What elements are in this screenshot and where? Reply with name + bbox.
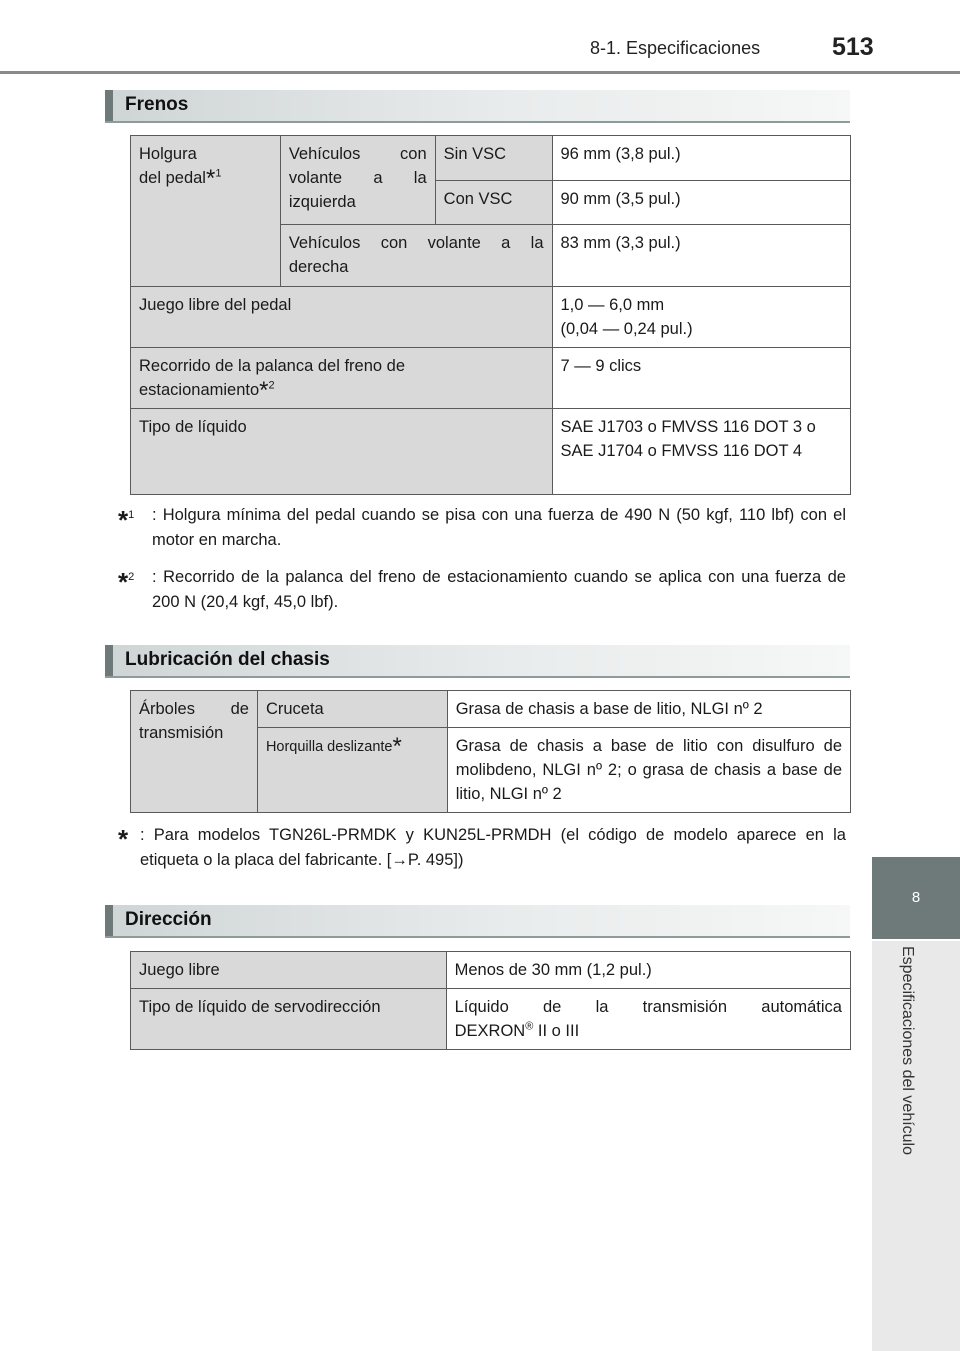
recorrido-cell: Recorrido de la palanca del freno de estacionamiento*$^2$ (131, 348, 553, 409)
liquido-cell: Tipo de líquido (131, 409, 553, 495)
sin-vsc-cell: Sin VSC (435, 136, 552, 181)
page-number: 513 (832, 33, 874, 61)
chapter-number: 8 (911, 889, 921, 906)
chapter-tab (872, 857, 960, 939)
sin-vsc-value: 96 mm (3,8 pul.) (552, 136, 851, 181)
header-rule (0, 71, 960, 74)
lubricacion-table (130, 690, 851, 813)
section-heading: 8-1. Especificaciones (590, 38, 761, 58)
section-title: Frenos (125, 94, 189, 115)
chapter-band (872, 941, 960, 1351)
frenos-table (130, 135, 851, 495)
footnote-2: *$^2$ : Recorrido de la palanca del freno de estacionamiento cuando se aplica con una fuerza de 200 N (20,4 kgf, 45,0 lbf). (118, 566, 846, 611)
derecha-cell: Vehículos con volante a la derecha (280, 225, 552, 287)
juego-libre-direccion-cell: Juego libre (131, 952, 447, 989)
horquilla-value: Grasa de chasis a base de litio con disulfuro de molibdeno, NLGI nº 2; o grasa de chasis a base de litio, NLGI nº 2 (447, 728, 850, 813)
direccion-table (130, 951, 851, 1050)
section-title: Lubricación del chasis (125, 649, 330, 670)
liquido-value: SAE J1703 o FMVSS 116 DOT 3 o SAE J1704 o FMVSS 116 DOT 4 (552, 409, 851, 495)
con-vsc-value: 90 mm (3,5 pul.) (552, 181, 851, 225)
section-bar-lubricacion (105, 645, 850, 678)
footnote-1: *$^1$ : Holgura mínima del pedal cuando se pisa con una fuerza de 490 N (50 kgf, 110 lbf) con el motor en marcha. (118, 504, 846, 549)
chapter-label: Especificaciones del vehículo (899, 946, 916, 1156)
juego-libre-value: 1,0 — 6,0 mm (0,04 — 0,24 pul.) (552, 287, 851, 348)
servodireccion-value: Líquido de la transmisión automática DEXRON® II o III (446, 989, 850, 1050)
con-vsc-cell: Con VSC (435, 181, 552, 225)
juego-libre-direccion-value: Menos de 30 mm (1,2 pul.) (446, 952, 850, 989)
section-bar-frenos (105, 90, 850, 123)
cruceta-cell: Cruceta (257, 691, 447, 728)
cruceta-value: Grasa de chasis a base de litio, NLGI nº 2 (447, 691, 850, 728)
section-title: Dirección (125, 909, 212, 930)
footnote-lubricacion: * : Para modelos TGN26L-PRMDK y KUN25L-PRMDH (el código de modelo aparece en la etiqueta o la placa del fabricante. [→P. 495]) (118, 824, 846, 869)
derecha-value: 83 mm (3,3 pul.) (552, 225, 851, 287)
holgura-cell: Holgura del pedal*$^1$ (131, 136, 281, 287)
juego-libre-cell: Juego libre del pedal (131, 287, 553, 348)
servodireccion-cell: Tipo de líquido de servodirección (131, 989, 447, 1050)
arboles-cell: Árboles de transmisión (131, 691, 258, 813)
section-bar-direccion (105, 905, 850, 938)
horquilla-cell: Horquilla deslizante* (257, 728, 447, 813)
recorrido-value: 7 — 9 clics (552, 348, 851, 409)
izquierda-cell: Vehículos con volante a la izquierda (280, 136, 435, 225)
